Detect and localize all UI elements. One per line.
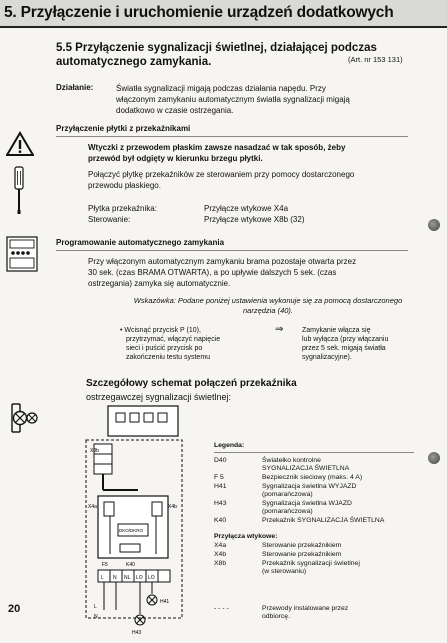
page-number: 20 [8, 603, 21, 615]
plytka-heading: Przyłączenie płytki z przekaźnikami [56, 124, 191, 133]
legend-title: Legenda: [214, 442, 245, 449]
legend-desc-line: Sygnalizacja świetlna WJAZD [262, 500, 352, 507]
legend-desc: Bezpiecznik sieciowy (maks. 4 A) [262, 474, 363, 481]
plug-desc-line: Przekaźnik sygnalizacji świetlnej [262, 560, 360, 567]
diagram-label: NL [124, 575, 131, 581]
diagram-label: X8b [90, 448, 99, 454]
step-line: zakończeniu testu systemu [126, 354, 211, 361]
legend-code: H41 [214, 483, 227, 490]
divider [56, 136, 408, 137]
legend-desc: Przekaźnik SYGNALIZACJA ŚWIETLNA [262, 517, 385, 524]
binder-hole [428, 219, 440, 231]
diagram-label: F5 [102, 562, 108, 568]
legend-desc-line: (pomarańczowa) [262, 508, 313, 516]
warning-text [88, 142, 418, 164]
control-panel-icon [6, 236, 38, 272]
diagram-label: DKO/DKRO [119, 528, 144, 533]
note-line: Wskazówka: Podane poniżej ustawienia wykonuje się za pomocą dostarczonego [133, 296, 403, 305]
program-line: Przy włączonym automatycznym zamykaniu brama pozostaje otwarta przez [88, 257, 357, 266]
diagram-label: X4b [168, 504, 177, 510]
divider [214, 452, 414, 453]
step-right [302, 326, 432, 362]
diagram-label: H41 [160, 599, 170, 605]
plug-desc: Sterowanie przekaźnikiem [262, 542, 342, 549]
plug-desc [262, 560, 360, 576]
note-line: narzędzia (40). [242, 306, 294, 315]
dzialanie-label: Działanie: [56, 83, 94, 92]
diagram-label: X4a [88, 504, 97, 510]
wiring-diagram [80, 404, 215, 636]
step-left [120, 326, 270, 362]
plug-desc-line: (w sterowaniu) [262, 568, 307, 576]
plug-code: X8b [214, 560, 227, 567]
article-number: (Art. nr 153 131) [348, 55, 403, 64]
diagram-label: N [113, 575, 117, 581]
binder-hole [428, 452, 440, 464]
diagram-label: N [94, 614, 98, 620]
step-line: sygnalizacyjne). [302, 354, 352, 361]
dash-desc-line: Przewody instalowane przez [262, 605, 349, 612]
connect-line: Połączyć płytkę przekaźników ze sterowaniem przy pomocy dostarczonego [88, 170, 355, 179]
program-note [118, 296, 418, 316]
step-line: sieci i puścić przycisk po [126, 345, 203, 352]
program-heading: Programowanie automatycznego zamykania [56, 238, 225, 247]
row1-right: Przyłącze wtykowe X4a [204, 204, 289, 213]
connect-line: przewodu płaskiego. [88, 181, 161, 190]
plug-code: X4a [214, 542, 227, 549]
legend-desc [262, 500, 352, 516]
legend-desc-line: Światełko kontrolne [262, 457, 321, 464]
diagram-label: K40 [126, 562, 135, 568]
legend-desc [262, 483, 356, 499]
connect-text [88, 169, 418, 191]
legend-desc-line: (pomarańczowa) [262, 491, 313, 499]
step-line: przytrzymać, włączyć napięcie [126, 336, 221, 343]
plug-desc: Sterowanie przekaźnikiem [262, 551, 342, 558]
program-line: ostrzegania) zamyka się automatycznie. [88, 279, 231, 288]
diagram-label: L [101, 575, 104, 581]
diagram-label: H43 [132, 630, 142, 636]
step-line: • Wcisnąć przycisk P (10), [120, 327, 201, 334]
legend-code: D40 [214, 457, 227, 464]
schemat-subheading: ostrzegawczej sygnalizacji świetlnej: [86, 392, 232, 402]
divider [56, 250, 408, 251]
row2-left: Sterowanie: [88, 215, 131, 224]
step-line: lub wyłącza (przy włączaniu [302, 336, 389, 343]
dash-desc-line: odbiorcę. [262, 613, 290, 621]
legend-code: H43 [214, 500, 227, 507]
legend-desc-line: SYGNALIZACJA ŚWIETLNA [262, 465, 350, 473]
row1-left: Płytka przekaźnika: [88, 204, 157, 213]
dzialanie-line: dodatkowo w czasie ostrzegania. [116, 106, 234, 115]
dash-symbol: - - - - [214, 605, 229, 612]
legend-desc [262, 457, 349, 473]
warning-line: przewód był odgięty w kierunku brzegu płytki. [88, 154, 263, 163]
signal-lamp-icon [6, 400, 40, 436]
dzialanie-text [116, 83, 416, 116]
arrow-right-icon: ⇒ [275, 324, 284, 335]
plugs-title: Przyłącza wtykowe: [214, 533, 278, 540]
schemat-heading: Szczegółowy schemat połączeń przekaźnika [86, 378, 297, 389]
step-line: Zamykanie włącza się [302, 327, 371, 334]
legend-code: K40 [214, 517, 227, 524]
program-line: 30 sek. (czas BRAMA OTWARTA), a po upływie dalszych 5 sek. (czas [88, 268, 337, 277]
warning-line: Wtyczki z przewodem płaskim zawsze nasadzać w tak sposób, żeby [88, 143, 346, 152]
program-text [88, 256, 418, 289]
dzialanie-line: Światła sygnalizacji migają podczas działania napędu. Przy [116, 84, 326, 93]
dzialanie-line: włączonym zamykaniu automatycznym światła sygnalizacji migają [116, 95, 350, 104]
warning-icon [6, 131, 34, 157]
diagram-label: LO [136, 575, 143, 581]
plug-code: X4b [214, 551, 227, 558]
step-line: przez 5 sek. migają światła [302, 345, 386, 352]
section-title: 5.5 Przyłączenie sygnalizacji świetlnej, działającej podczas automatycznego zamykania. [56, 42, 377, 68]
page-title: 5. Przyłączenie i uruchomienie urządzeń dodatkowych [4, 4, 394, 21]
dash-desc [262, 605, 348, 621]
legend-desc-line: Sygnalizacja świetlna WYJAZD [262, 483, 357, 490]
diagram-label: LO [148, 575, 155, 581]
diagram-label: L [94, 604, 97, 610]
screwdriver-icon [12, 166, 26, 216]
legend-code: F 5 [214, 474, 224, 481]
row2-right: Przyłącze wtykowe X8b (32) [204, 215, 305, 224]
